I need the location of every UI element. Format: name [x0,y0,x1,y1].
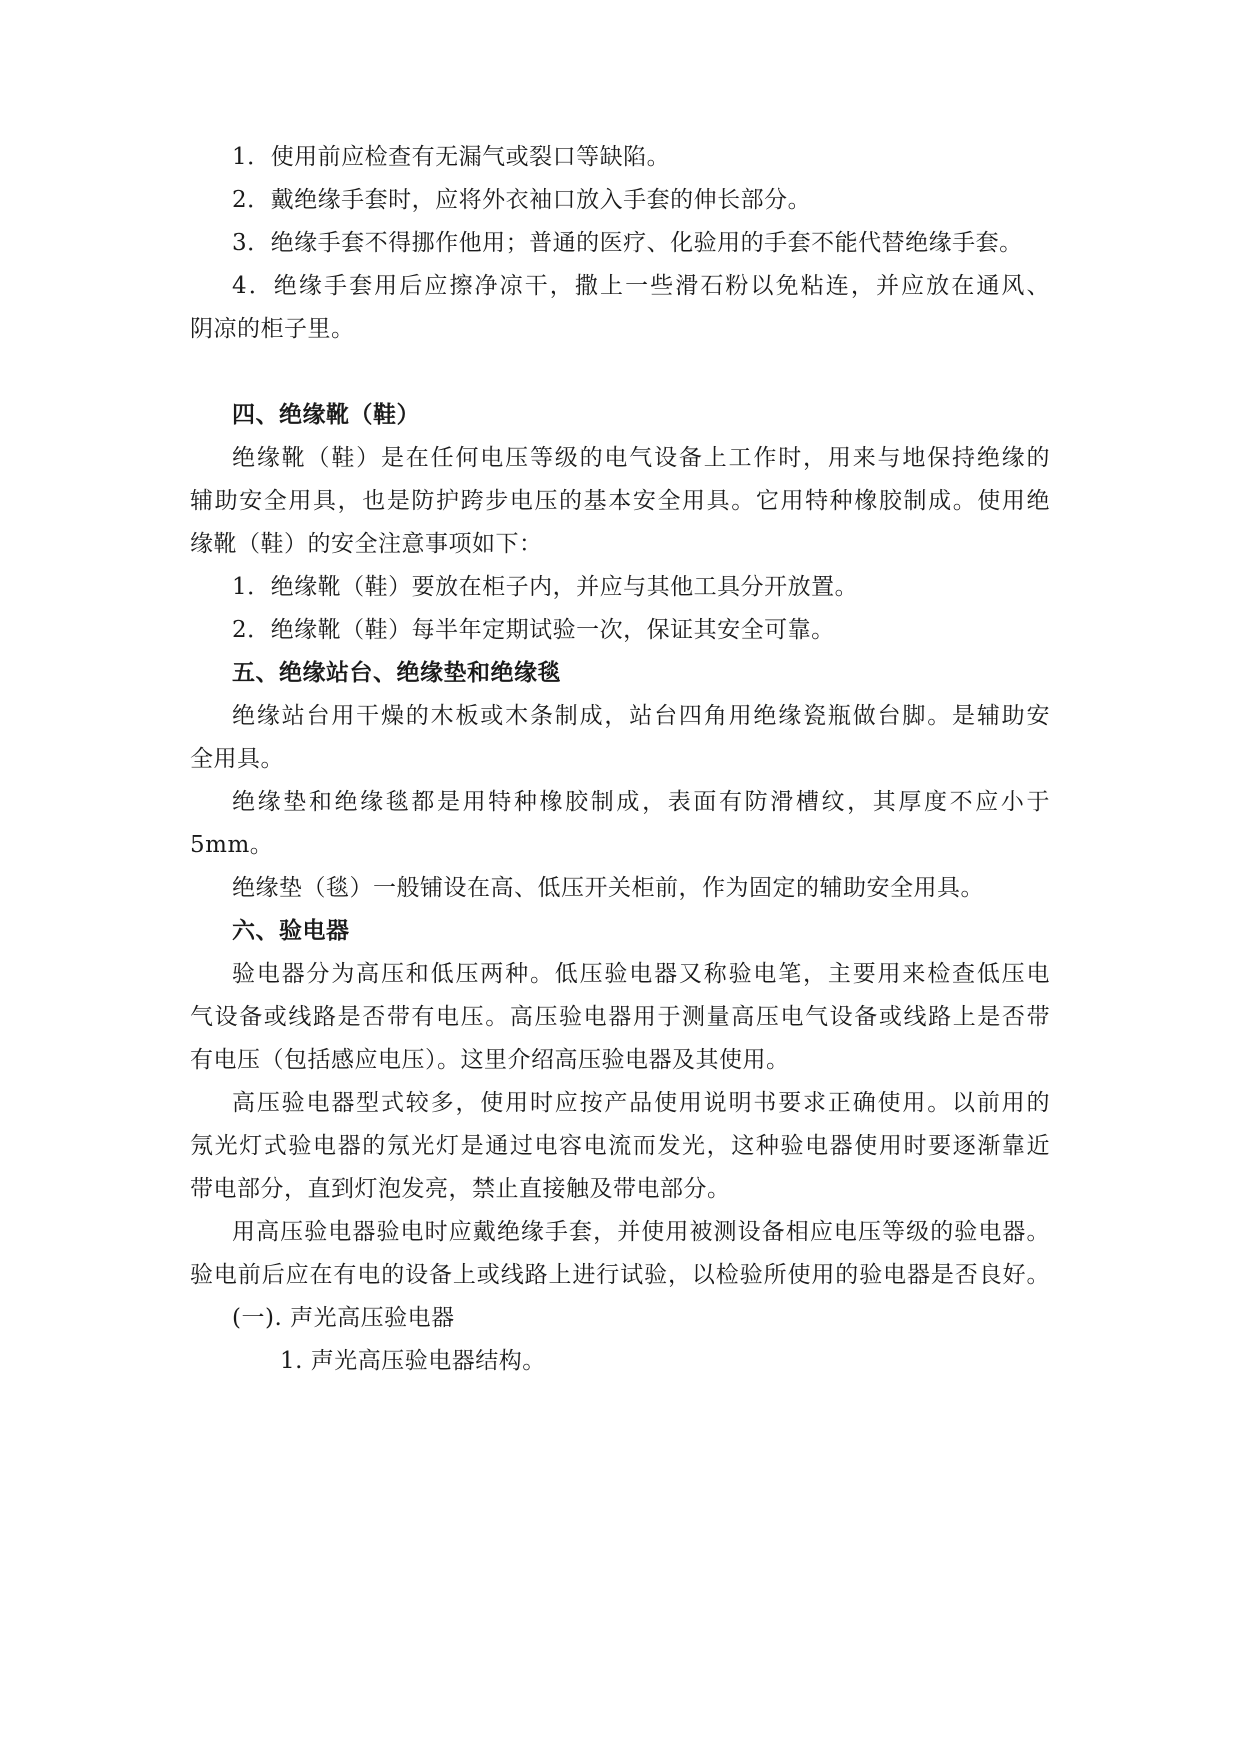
glove-rule-4-line-1: 4．绝缘手套用后应擦净凉干，撒上一些滑石粉以免粘连，并应放在通风、 [232,273,1050,299]
sound-light-electroscope-item-1: 1. 声光高压验电器结构。 [280,1348,546,1374]
boots-paragraph-line-1: 绝缘靴（鞋）是在任何电压等级的电气设备上工作时，用来与地保持绝缘的 [232,445,1050,471]
glove-rule-2: 2．戴绝缘手套时，应将外衣袖口放入手套的伸长部分。 [232,187,812,213]
section-heading-insulating-boots: 四、绝缘靴（鞋） [232,401,420,428]
boots-paragraph-line-2: 辅助安全用具，也是防护跨步电压的基本安全用具。它用特种橡胶制成。使用绝 [190,488,1050,514]
platform-paragraph-line-2: 全用具。 [190,746,284,772]
electroscope-paragraph-3-line-2: 验电前后应在有电的设备上或线路上进行试验，以检验所使用的验电器是否良好。 [190,1262,1050,1288]
mat-placement-paragraph: 绝缘垫（毯）一般铺设在高、低压开关柜前，作为固定的辅助安全用具。 [232,875,984,901]
section-heading-insulating-platform: 五、绝缘站台、绝缘垫和绝缘毯 [232,659,561,686]
mat-paragraph-line-1: 绝缘垫和绝缘毯都是用特种橡胶制成，表面有防滑槽纹，其厚度不应小于 [232,789,1050,815]
boots-paragraph-line-3: 缘靴（鞋）的安全注意事项如下： [190,531,543,557]
electroscope-paragraph-3-line-1: 用高压验电器验电时应戴绝缘手套，并使用被测设备相应电压等级的验电器。 [232,1219,1050,1245]
glove-rule-4-line-2: 阴凉的柜子里。 [190,316,355,342]
subsection-heading-sound-light-electroscope: (一). 声光高压验电器 [232,1305,455,1331]
electroscope-paragraph-1-line-3: 有电压（包括感应电压）。这里介绍高压验电器及其使用。 [190,1047,790,1073]
boots-rule-1: 1．绝缘靴（鞋）要放在柜子内，并应与其他工具分开放置。 [232,574,859,600]
glove-rule-3: 3．绝缘手套不得挪作他用；普通的医疗、化验用的手套不能代替绝缘手套。 [232,230,1023,256]
platform-paragraph-line-1: 绝缘站台用干燥的木板或木条制成，站台四角用绝缘瓷瓶做台脚。是辅助安 [232,703,1050,729]
section-heading-electroscope: 六、验电器 [232,917,350,944]
electroscope-paragraph-1-line-1: 验电器分为高压和低压两种。低压验电器又称验电笔，主要用来检查低压电 [232,961,1050,987]
electroscope-paragraph-2-line-1: 高压验电器型式较多，使用时应按产品使用说明书要求正确使用。以前用的 [232,1090,1050,1116]
electroscope-paragraph-2-line-2: 氖光灯式验电器的氖光灯是通过电容电流而发光，这种验电器使用时要逐渐靠近 [190,1133,1050,1159]
mat-paragraph-line-2: 5mm。 [190,832,274,858]
boots-rule-2: 2．绝缘靴（鞋）每半年定期试验一次，保证其安全可靠。 [232,617,835,643]
electroscope-paragraph-1-line-2: 气设备或线路是否带有电压。高压验电器用于测量高压电气设备或线路上是否带 [190,1004,1050,1030]
glove-rule-1: 1．使用前应检查有无漏气或裂口等缺陷。 [232,144,671,170]
electroscope-paragraph-2-line-3: 带电部分，直到灯泡发亮，禁止直接触及带电部分。 [190,1176,731,1202]
